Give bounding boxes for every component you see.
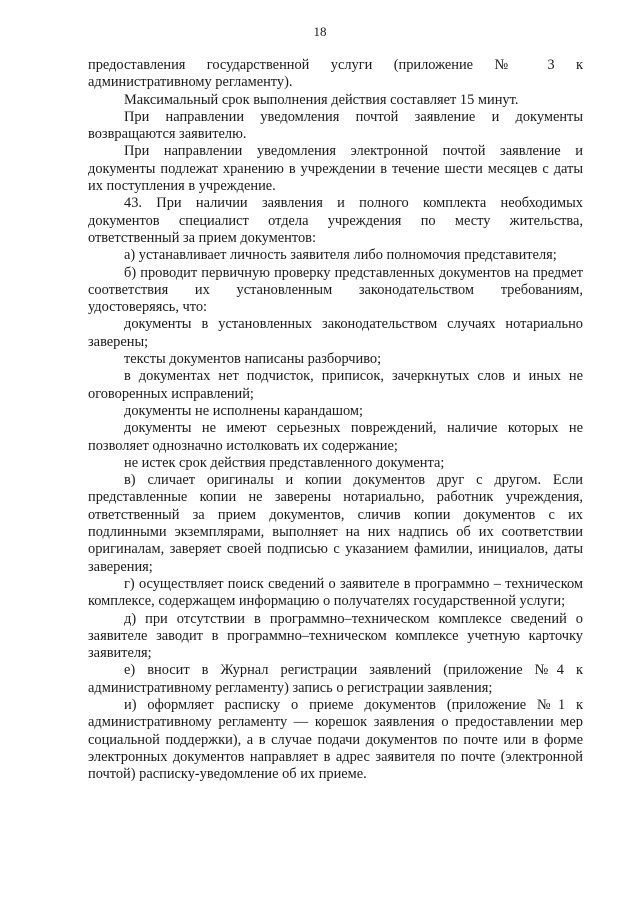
- paragraph: и) оформляет расписку о приеме документов (приложение №1 к административному регламенту — корешок заявления о предоставлении мер социальной поддержки), а в случае подачи документов по почте или в форме электронных документов направляет в адрес заявителя по почте (электронной почтой) расписку-уведомление об их приеме.: [88, 696, 583, 783]
- paragraph: е) вносит в Журнал регистрации заявлений (приложение №4 к административному регламенту) запись о регистрации заявления;: [88, 662, 583, 696]
- paragraph: При направлении уведомления почтой заявление и документы возвращаются заявителю.: [88, 108, 583, 143]
- paragraph: предоставления государственной услуги (приложение № 3 к административному регламенту).: [88, 57, 583, 91]
- paragraph: а) устанавливает личность заявителя либо полномочия представителя;: [124, 247, 557, 264]
- paragraph: д) при отсутствии в программно–техническом комплексе сведений о заявителе заводит в программно–техническом комплексе учетную карточку заявителя;: [88, 610, 583, 662]
- paragraph: При направлении уведомления электронной почтой заявление и документы подлежат хранению в учреждении в течение шести месяцев с даты их поступления в учреждение.: [88, 143, 583, 195]
- paragraph: 43. При наличии заявления и полного комплекта необходимых документов специалист отдела учреждения по месту жительства, ответственный за прием документов:: [88, 195, 583, 246]
- document-body: [88, 57, 583, 783]
- paragraph: в) сличает оригиналы и копии документов друг с другом. Если представленные копии не заверены нотариально, работник учреждения, ответственный за прием документов, сличив копии документов с их подлинными экземплярами, выполняет на них надпись об их соответствии оригиналам, заверяет своей подписью с указанием фамилии, инициалов, даты заверения;: [88, 472, 583, 575]
- paragraph: Максимальный срок выполнения действия составляет 15 минут.: [124, 91, 519, 108]
- paragraph: документы не имеют серьезных повреждений, наличие которых не позволяет однозначно истолковать их содержание;: [88, 420, 583, 454]
- paragraph: б) проводит первичную проверку представленных документов на предмет соответствия их установленным законодательством требованиям, удостоверяясь, что:: [88, 264, 583, 316]
- paragraph: г) осуществляет поиск сведений о заявителе в программно – техническом комплексе, содержащем информацию о получателях государственной услуги;: [88, 575, 583, 610]
- paragraph: тексты документов написаны разборчиво;: [124, 351, 382, 368]
- paragraph: документы не исполнены карандашом;: [124, 402, 364, 419]
- paragraph: не истек срок действия представленного документа;: [124, 454, 445, 471]
- paragraph: в документах нет подчисток, приписок, зачеркнутых слов и иных не оговоренных исправлений;: [88, 368, 583, 402]
- page-number: 18: [313, 24, 327, 39]
- paragraph: документы в установленных законодательством случаях нотариально заверены;: [88, 316, 583, 350]
